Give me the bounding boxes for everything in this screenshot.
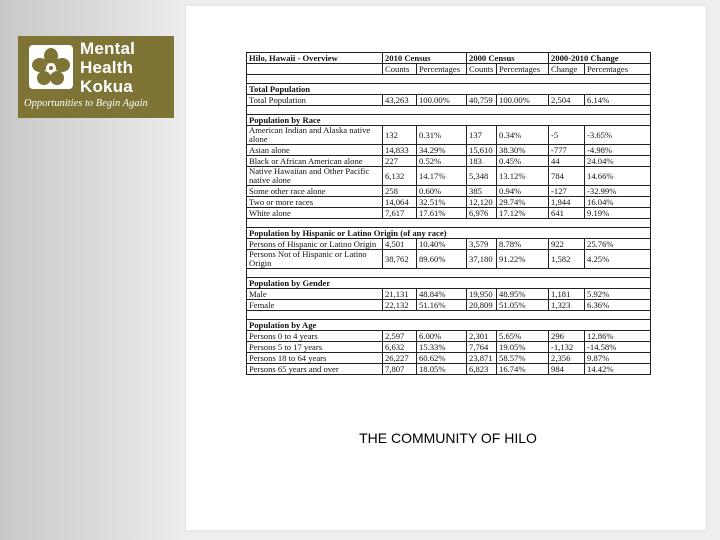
table-row [247, 239, 651, 250]
subheader-cell: Counts [383, 64, 417, 75]
data-cell: 4.25% [585, 250, 651, 269]
data-cell: 296 [549, 331, 585, 342]
table-row [247, 300, 651, 311]
data-cell: 9.19% [585, 208, 651, 219]
data-cell: 20,809 [467, 300, 497, 311]
data-cell: 19.05% [497, 342, 549, 353]
table-title: Hilo, Hawaii - Overview [247, 53, 383, 64]
section-spacer-row [247, 219, 651, 228]
data-cell: -5 [549, 126, 585, 145]
subheader-cell: Percentages [585, 64, 651, 75]
data-cell: 12,120 [467, 197, 497, 208]
data-cell: 100.00% [497, 95, 549, 106]
hibiscus-icon [27, 43, 75, 91]
section-heading-row [247, 228, 651, 239]
logo-tagline: Opportunities to Begin Again [24, 98, 148, 109]
row-label: Persons of Hispanic or Latino Origin [247, 239, 383, 250]
data-cell: 385 [467, 186, 497, 197]
data-cell: 44 [549, 156, 585, 167]
data-cell: 0.52% [417, 156, 467, 167]
data-cell: 32.51% [417, 197, 467, 208]
data-cell: 1,944 [549, 197, 585, 208]
data-cell: 14.66% [585, 167, 651, 186]
data-cell: 5.92% [585, 289, 651, 300]
table-row [247, 342, 651, 353]
data-cell: 0.94% [497, 186, 549, 197]
data-cell: 58.57% [497, 353, 549, 364]
data-cell: 14.42% [585, 364, 651, 375]
section-heading: Population by Age [247, 320, 651, 331]
table-header-row [247, 53, 651, 64]
data-cell: 984 [549, 364, 585, 375]
data-cell: 26,227 [383, 353, 417, 364]
data-cell: 48.95% [497, 289, 549, 300]
row-label: Total Population [247, 95, 383, 106]
table-row [247, 126, 651, 145]
data-cell: 15,610 [467, 145, 497, 156]
data-cell: 22,132 [383, 300, 417, 311]
table-row [247, 250, 651, 269]
data-cell: 6.36% [585, 300, 651, 311]
table-row [247, 145, 651, 156]
census-table-image [246, 52, 650, 375]
data-cell: 17.12% [497, 208, 549, 219]
row-label: Persons 5 to 17 years [247, 342, 383, 353]
data-cell: -777 [549, 145, 585, 156]
data-cell: 0.31% [417, 126, 467, 145]
row-label: Female [247, 300, 383, 311]
data-cell: 40,759 [467, 95, 497, 106]
logo-line-3: Kokua [80, 77, 133, 96]
table-row [247, 167, 651, 186]
data-cell: 9.87% [585, 353, 651, 364]
data-cell: 25.76% [585, 239, 651, 250]
section-heading: Population by Gender [247, 278, 651, 289]
data-cell: 89.60% [417, 250, 467, 269]
data-cell: 183 [467, 156, 497, 167]
data-cell: 14.17% [417, 167, 467, 186]
section-spacer-row [247, 106, 651, 115]
data-cell: 4,501 [383, 239, 417, 250]
data-cell: -32.99% [585, 186, 651, 197]
data-cell: 21,131 [383, 289, 417, 300]
data-cell: 137 [467, 126, 497, 145]
subheader-blank [247, 64, 383, 75]
data-cell: 6,976 [467, 208, 497, 219]
mental-health-kokua-logo [18, 36, 174, 118]
row-label: Native Hawaiian and Other Pacific native alone [247, 167, 383, 186]
row-label: Persons 0 to 4 years [247, 331, 383, 342]
data-cell: 17.61% [417, 208, 467, 219]
data-cell: 14,833 [383, 145, 417, 156]
data-cell: 14,064 [383, 197, 417, 208]
spacer-cell [247, 75, 651, 84]
data-cell: 18.05% [417, 364, 467, 375]
section-spacer-row [247, 311, 651, 320]
section-heading: Total Population [247, 84, 651, 95]
data-cell: 6,823 [467, 364, 497, 375]
slide-caption: THE COMMUNITY OF HILO [359, 430, 537, 446]
data-cell: 5,348 [467, 167, 497, 186]
section-spacer-row [247, 75, 651, 84]
data-cell: 6.00% [417, 331, 467, 342]
data-cell: 2,301 [467, 331, 497, 342]
spacer-cell [247, 219, 651, 228]
spacer-cell [247, 311, 651, 320]
data-cell: 23,871 [467, 353, 497, 364]
section-heading: Population by Race [247, 115, 651, 126]
data-cell: 51.16% [417, 300, 467, 311]
section-heading-row [247, 278, 651, 289]
data-cell: 10.40% [417, 239, 467, 250]
group-header: 2010 Census [383, 53, 467, 64]
data-cell: -4.98% [585, 145, 651, 156]
row-label: Persons 18 to 64 years [247, 353, 383, 364]
section-heading-row [247, 115, 651, 126]
subheader-cell: Counts [467, 64, 497, 75]
data-cell: 51.05% [497, 300, 549, 311]
data-cell: 3,579 [467, 239, 497, 250]
group-header: 2000-2010 Change [549, 53, 651, 64]
data-cell: 1,323 [549, 300, 585, 311]
table-row [247, 197, 651, 208]
data-cell: 6,632 [383, 342, 417, 353]
logo-line-1: Mental [80, 39, 136, 58]
data-cell: 2,597 [383, 331, 417, 342]
data-cell: 15.33% [417, 342, 467, 353]
data-cell: 37,180 [467, 250, 497, 269]
data-cell: 784 [549, 167, 585, 186]
data-cell: 19,950 [467, 289, 497, 300]
data-cell: 1,582 [549, 250, 585, 269]
data-cell: 0.45% [497, 156, 549, 167]
section-heading-row [247, 84, 651, 95]
subheader-cell: Percentages [497, 64, 549, 75]
data-cell: -1,132 [549, 342, 585, 353]
data-cell: 227 [383, 156, 417, 167]
data-cell: 5.65% [497, 331, 549, 342]
data-cell: 16.74% [497, 364, 549, 375]
data-cell: 16.04% [585, 197, 651, 208]
row-label: Some other race alone [247, 186, 383, 197]
census-table-body [247, 53, 651, 375]
subheader-cell: Change [549, 64, 585, 75]
spacer-cell [247, 106, 651, 115]
data-cell: 8.78% [497, 239, 549, 250]
data-cell: 91.22% [497, 250, 549, 269]
table-row [247, 208, 651, 219]
data-cell: 38.30% [497, 145, 549, 156]
data-cell: 60.62% [417, 353, 467, 364]
group-header: 2000 Census [467, 53, 549, 64]
data-cell: -127 [549, 186, 585, 197]
section-heading: Population by Hispanic or Latino Origin (of any race) [247, 228, 651, 239]
data-cell: 13.12% [497, 167, 549, 186]
data-cell: 6.14% [585, 95, 651, 106]
data-cell: 29.74% [497, 197, 549, 208]
row-label: Persons 65 years and over [247, 364, 383, 375]
data-cell: 0.34% [497, 126, 549, 145]
table-row [247, 156, 651, 167]
data-cell: 922 [549, 239, 585, 250]
data-cell: 2,356 [549, 353, 585, 364]
row-label: Persons Not of Hispanic or Latino Origin [247, 250, 383, 269]
spacer-cell [247, 269, 651, 278]
data-cell: 2,504 [549, 95, 585, 106]
row-label: White alone [247, 208, 383, 219]
data-cell: 12.86% [585, 331, 651, 342]
data-cell: 0.60% [417, 186, 467, 197]
row-label: Two or more races [247, 197, 383, 208]
data-cell: 43,263 [383, 95, 417, 106]
data-cell: 7,764 [467, 342, 497, 353]
row-label: Male [247, 289, 383, 300]
table-row [247, 331, 651, 342]
row-label: American Indian and Alaska native alone [247, 126, 383, 145]
row-label: Asian alone [247, 145, 383, 156]
census-table [246, 52, 651, 375]
table-row [247, 289, 651, 300]
data-cell: 34.29% [417, 145, 467, 156]
data-cell: 7,807 [383, 364, 417, 375]
table-row [247, 353, 651, 364]
data-cell: 24.04% [585, 156, 651, 167]
table-row [247, 186, 651, 197]
row-label: Black or African American alone [247, 156, 383, 167]
data-cell: 48.84% [417, 289, 467, 300]
data-cell: 641 [549, 208, 585, 219]
logo-wordmark [80, 39, 135, 96]
data-cell: 258 [383, 186, 417, 197]
table-row [247, 364, 651, 375]
data-cell: -14.58% [585, 342, 651, 353]
data-cell: 7,617 [383, 208, 417, 219]
data-cell: 1,181 [549, 289, 585, 300]
data-cell: 38,762 [383, 250, 417, 269]
data-cell: -3.65% [585, 126, 651, 145]
data-cell: 132 [383, 126, 417, 145]
subheader-cell: Percentages [417, 64, 467, 75]
table-row [247, 95, 651, 106]
section-heading-row [247, 320, 651, 331]
section-spacer-row [247, 269, 651, 278]
data-cell: 100.00% [417, 95, 467, 106]
table-subheader-row [247, 64, 651, 75]
logo-line-2: Health [80, 58, 134, 77]
data-cell: 6,132 [383, 167, 417, 186]
